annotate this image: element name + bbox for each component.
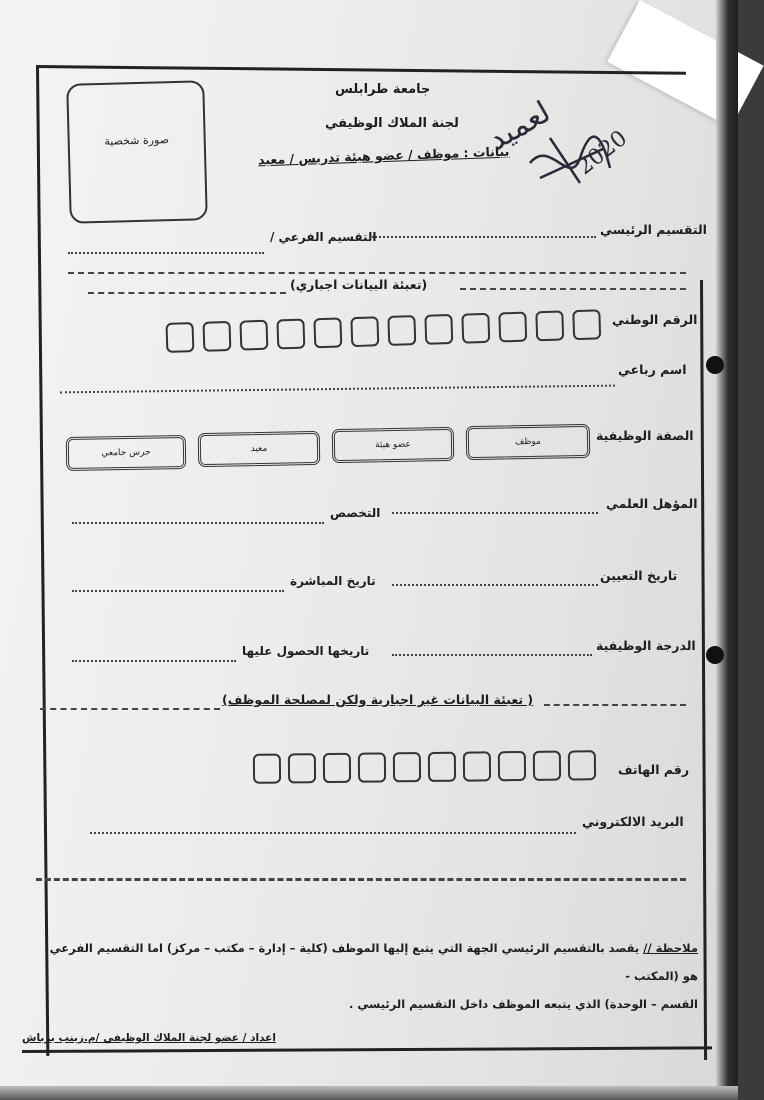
phone-box[interactable] <box>288 753 316 783</box>
role-option-employee[interactable]: موظف <box>466 424 591 460</box>
mandatory-note: (تعبئة البيانات اجباري) <box>290 277 428 292</box>
optional-note: ( تعبئة البيانات غير اجبارية ولكن لمصلحة الموظف) <box>222 692 534 707</box>
phone-label: رقم الهاتف <box>618 762 690 777</box>
phone-box[interactable] <box>253 754 281 784</box>
footnote-line-1: يقصد بالتقسيم الرئيسي الجهة التي يتبع إليها الموظف (كلية – إدارة – مكتب – مركز) اما التقسيم الفرعي هو (المكتب - <box>49 941 698 983</box>
photo-label: صورة شخصية <box>104 133 170 148</box>
paper-right-edge <box>716 0 738 1100</box>
national-id-box[interactable] <box>498 312 527 343</box>
handwritten-signature <box>482 68 660 218</box>
grade-date-label: تاريخها الحصول عليها <box>242 644 370 658</box>
university-name: جامعة طرابلس <box>335 82 431 97</box>
job-grade-field[interactable] <box>392 654 592 656</box>
main-division-label: التقسيم الرئيسي <box>600 222 707 237</box>
optional-left-line <box>40 708 220 710</box>
committee-name: لجنة الملاك الوظيفي <box>325 116 459 131</box>
national-id-box[interactable] <box>572 309 601 340</box>
phone-box[interactable] <box>568 750 596 780</box>
mandatory-left-line <box>88 292 286 294</box>
signature-date: 2020 <box>572 125 633 181</box>
footnote <box>38 934 698 1018</box>
phone-box[interactable] <box>533 751 561 781</box>
sub-division-label: التقسيم الفرعي / <box>270 230 377 244</box>
qualification-field[interactable] <box>392 512 598 514</box>
start-date-field[interactable] <box>72 590 284 592</box>
mandatory-right-line <box>460 288 686 290</box>
appointment-date-field[interactable] <box>392 584 598 586</box>
phone-box[interactable] <box>498 751 526 781</box>
prepared-by: اعداد / عضو لجنة الملاك الوظيفي /م.زينب برباش <box>22 1032 276 1044</box>
national-id-box[interactable] <box>387 315 416 346</box>
phone-box[interactable] <box>428 752 456 782</box>
national-id-box[interactable] <box>424 314 453 345</box>
national-id-box[interactable] <box>239 320 268 351</box>
role-option-guard[interactable]: حرس جامعي <box>66 435 187 471</box>
specialization-label: التخصص <box>330 506 381 520</box>
national-id-box[interactable] <box>535 310 564 341</box>
specialization-field[interactable] <box>72 522 324 524</box>
role-option-faculty[interactable]: عضو هيئة <box>332 427 455 463</box>
email-label: البريد الالكتروني <box>582 814 684 829</box>
job-grade-label: الدرجة الوظيفية <box>596 638 696 653</box>
email-field[interactable] <box>90 832 576 834</box>
main-division-field[interactable] <box>372 236 596 238</box>
national-id-box[interactable] <box>202 321 231 352</box>
phone-box[interactable] <box>323 753 351 783</box>
division-extra-line[interactable] <box>68 272 686 274</box>
personal-photo-box[interactable] <box>66 80 208 224</box>
punch-hole-top <box>706 356 724 374</box>
phone-box[interactable] <box>393 752 421 782</box>
national-id-box[interactable] <box>165 322 194 353</box>
optional-right-line <box>544 704 686 706</box>
start-date-label: تاريخ المباشرة <box>290 574 376 588</box>
email-extra-line[interactable] <box>36 878 686 881</box>
national-id-label: الرقم الوطني <box>612 312 698 327</box>
role-option-assistant[interactable]: معيد <box>198 431 321 467</box>
punch-hole-bottom <box>706 646 724 664</box>
appointment-date-label: تاريخ التعيين <box>600 568 678 583</box>
footnote-line-2: القسم – الوحدة) الذي يتبعه الموظف داخل التقسيم الرئيسي . <box>349 997 698 1011</box>
job-title-label: الصفة الوظيفية <box>596 428 694 443</box>
full-name-label: اسم رباعي <box>618 362 687 377</box>
phone-box[interactable] <box>358 752 386 782</box>
sub-division-field[interactable] <box>68 252 264 254</box>
grade-date-field[interactable] <box>72 660 236 662</box>
national-id-box[interactable] <box>313 317 342 348</box>
footnote-label: ملاحظة // <box>643 941 698 955</box>
qualification-label: المؤهل العلمي <box>606 496 698 511</box>
phone-boxes[interactable] <box>253 750 603 790</box>
national-id-box[interactable] <box>461 313 490 344</box>
paper-bottom-edge <box>0 1086 738 1100</box>
national-id-box[interactable] <box>350 316 379 347</box>
national-id-box[interactable] <box>276 319 305 350</box>
phone-box[interactable] <box>463 751 491 781</box>
data-title: بيانات : موظف / عضو هيئة تدريس / معيد <box>257 143 510 168</box>
signature-word: لعميد <box>482 94 557 158</box>
